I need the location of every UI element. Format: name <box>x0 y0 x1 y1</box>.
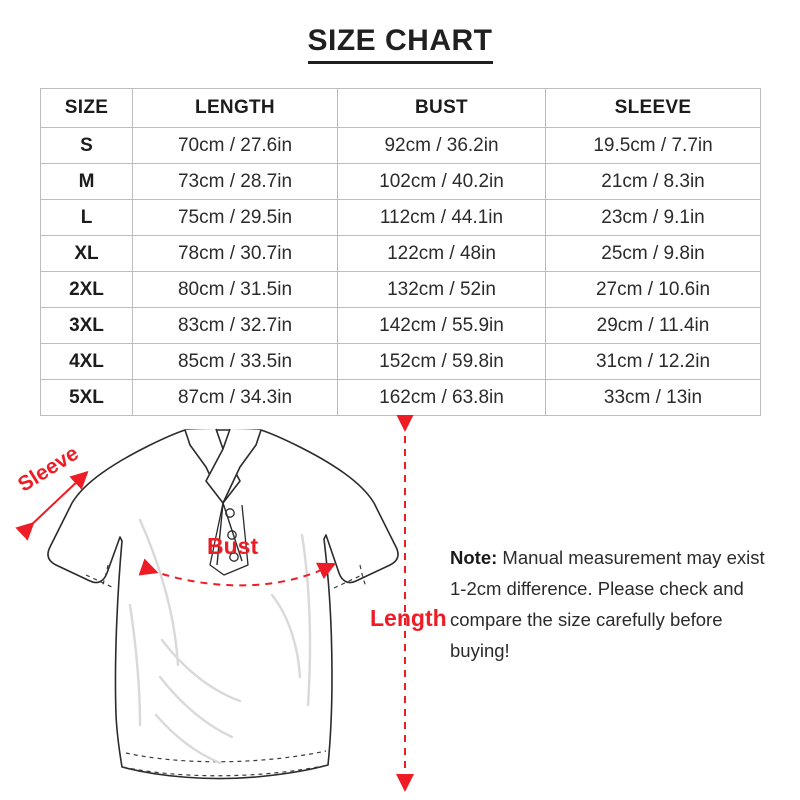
cell-sleeve: 23cm / 9.1in <box>546 200 761 236</box>
table-row <box>41 308 761 344</box>
cell-size: 5XL <box>41 380 133 416</box>
cell-sleeve: 25cm / 9.8in <box>546 236 761 272</box>
measurement-diagram <box>0 415 800 800</box>
cell-bust: 112cm / 44.1in <box>338 200 546 236</box>
note-prefix: Note: <box>450 547 498 568</box>
cell-length: 85cm / 33.5in <box>133 344 338 380</box>
cell-bust: 132cm / 52in <box>338 272 546 308</box>
cell-sleeve: 19.5cm / 7.7in <box>546 128 761 164</box>
cell-size: L <box>41 200 133 236</box>
table-row <box>41 380 761 416</box>
table-row <box>41 344 761 380</box>
column-header-sleeve: SLEEVE <box>546 89 761 128</box>
table-row <box>41 272 761 308</box>
cell-bust: 152cm / 59.8in <box>338 344 546 380</box>
cell-sleeve: 29cm / 11.4in <box>546 308 761 344</box>
cell-bust: 92cm / 36.2in <box>338 128 546 164</box>
column-header-bust: BUST <box>338 89 546 128</box>
cell-bust: 102cm / 40.2in <box>338 164 546 200</box>
cell-bust: 122cm / 48in <box>338 236 546 272</box>
table-row <box>41 128 761 164</box>
column-header-length: LENGTH <box>133 89 338 128</box>
cell-length: 78cm / 30.7in <box>133 236 338 272</box>
cell-sleeve: 21cm / 8.3in <box>546 164 761 200</box>
cell-size: 3XL <box>41 308 133 344</box>
page-title-text: SIZE CHART <box>308 24 493 64</box>
cell-sleeve: 31cm / 12.2in <box>546 344 761 380</box>
cell-size: M <box>41 164 133 200</box>
size-chart-table <box>40 88 761 416</box>
bust-label: Bust <box>207 533 259 559</box>
note-text: Manual measurement may exist 1-2cm difference. Please check and compare the size carefully before buying! <box>450 547 765 661</box>
cell-sleeve: 33cm / 13in <box>546 380 761 416</box>
cell-size: XL <box>41 236 133 272</box>
table-row <box>41 200 761 236</box>
table-row <box>41 164 761 200</box>
page-title <box>0 24 800 64</box>
cell-bust: 142cm / 55.9in <box>338 308 546 344</box>
cell-length: 73cm / 28.7in <box>133 164 338 200</box>
column-header-size: SIZE <box>41 89 133 128</box>
cell-sleeve: 27cm / 10.6in <box>546 272 761 308</box>
sleeve-label: Sleeve <box>14 441 83 497</box>
cell-length: 70cm / 27.6in <box>133 128 338 164</box>
table-header-row <box>41 89 761 128</box>
cell-size: 4XL <box>41 344 133 380</box>
length-label: Length <box>370 605 447 631</box>
cell-size: 2XL <box>41 272 133 308</box>
size-chart-table-wrapper <box>40 88 760 416</box>
cell-bust: 162cm / 63.8in <box>338 380 546 416</box>
cell-size: S <box>41 128 133 164</box>
cell-length: 87cm / 34.3in <box>133 380 338 416</box>
measurement-note <box>450 542 770 666</box>
cell-length: 83cm / 32.7in <box>133 308 338 344</box>
table-row <box>41 236 761 272</box>
cell-length: 75cm / 29.5in <box>133 200 338 236</box>
cell-length: 80cm / 31.5in <box>133 272 338 308</box>
